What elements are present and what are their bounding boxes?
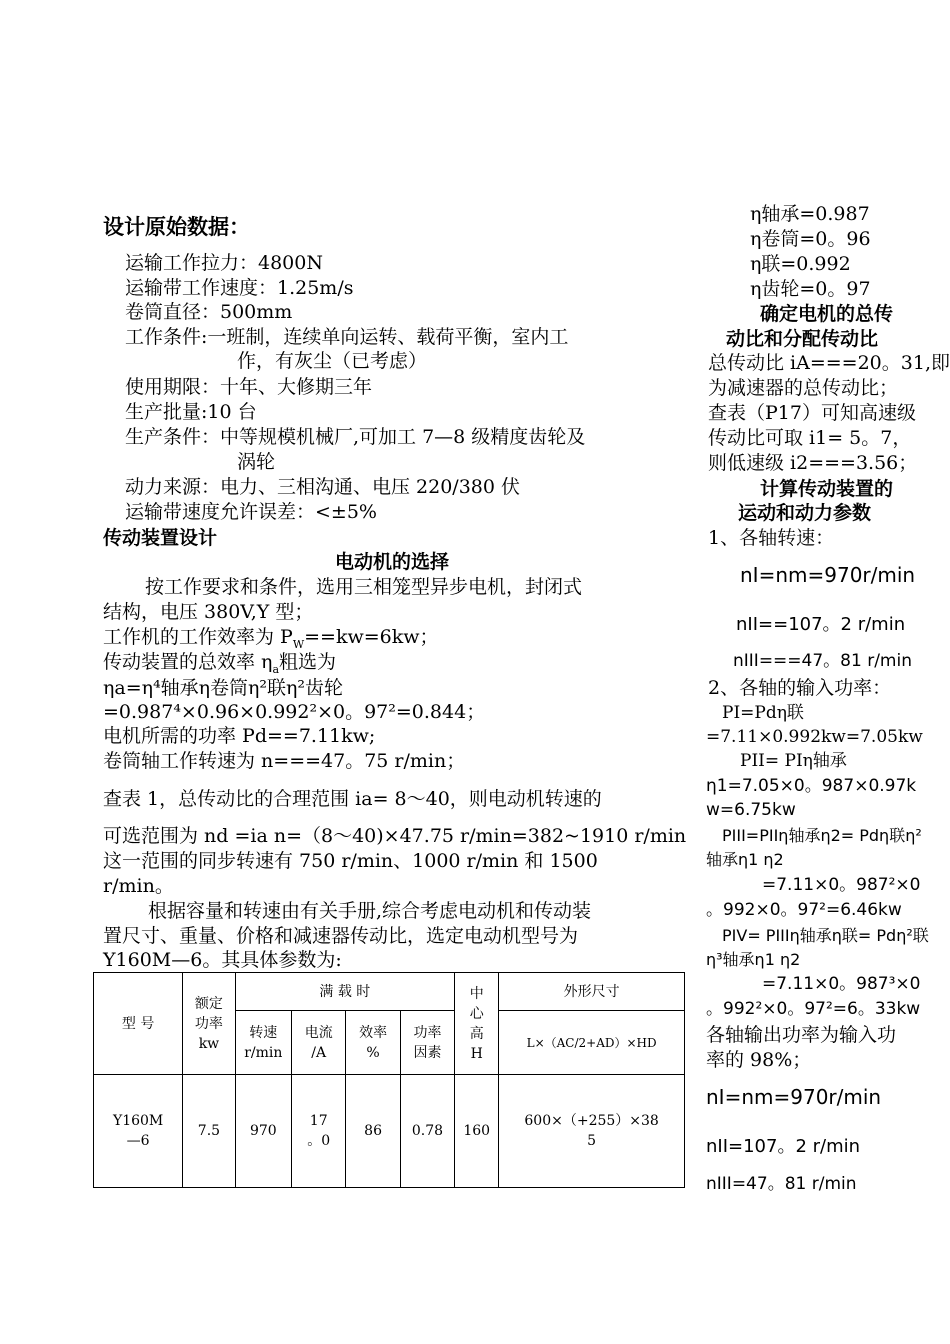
power-line: =7.11×0。987²×0: [762, 875, 921, 895]
speed-range-line: 可选范围为 nd =ia n=（8～40)×47.75 r/min=382~1910 r/min: [103, 825, 687, 847]
power-line: =7.11×0。987³×0: [762, 974, 921, 994]
output-speed-1: nI=nm=970r/min: [706, 1085, 882, 1109]
speeds-title: 1、各轴转速：: [708, 527, 835, 549]
sync-speed-line: r/min。: [103, 875, 174, 897]
data-row: 运输工作拉力：4800N: [125, 252, 323, 274]
cell-current: 17 。0: [292, 1075, 346, 1188]
header-dimensions-formula: L×（AC/2+AD）×HD: [499, 1011, 685, 1075]
cell-efficiency: 86: [346, 1075, 400, 1188]
power-line: PII= PIη轴承: [740, 751, 847, 771]
power-line: =7.11×0.992kw=7.05kw: [706, 727, 923, 747]
work-power-line: 工作机的工作效率为 $P_W==kw=6kw$；: [103, 626, 439, 651]
header-center-height: 中 心 高 H: [455, 973, 499, 1075]
ratio-title: 确定电机的总传: [760, 303, 894, 325]
power-line: PIII=PIIη轴承η2= Pdη联η²: [722, 826, 922, 845]
required-power-line: 电机所需的功率 Pd==7.11kw;: [103, 725, 376, 747]
eta-bearing: η轴承=0.987: [750, 203, 870, 225]
cell-model: Y160M —6: [94, 1075, 183, 1188]
ratio-line: 查表（P17）可知高速级: [708, 402, 916, 424]
selection-line: Y160M—6。其具体参数为:: [103, 949, 342, 971]
motor-selection-title: 电动机的选择: [335, 551, 450, 573]
output-power-line: 率的 98%；: [706, 1049, 812, 1071]
power-line: 轴承η1 η2: [706, 850, 784, 869]
shaft-speed-3: nIII===47。81 r/min: [733, 651, 912, 671]
header-speed: 转速 r/min: [235, 1011, 291, 1075]
efficiency-formula: ηa=η⁴轴承η卷筒η²联η²齿轮: [103, 677, 344, 699]
shaft-speed-1: nI=nm=970r/min: [740, 563, 916, 587]
header-rated-power: 额定 功率 kw: [183, 973, 235, 1075]
data-row: 工作条件:一班制，连续单向运转、载荷平衡，室内工: [125, 326, 569, 348]
data-row: 动力来源：电力、三相沟通、电压 220/380 伏: [125, 476, 521, 498]
ratio-line: 总传动比 iA===20。31,即: [708, 352, 950, 374]
header-power-factor: 功率 因素: [400, 1011, 454, 1075]
data-row: 涡轮: [237, 451, 276, 473]
header-full-load: 满 载 时: [235, 973, 455, 1011]
output-speed-3: nIII=47。81 r/min: [706, 1174, 857, 1194]
power-line: η1=7.05×0。987×0.97k: [706, 776, 917, 796]
output-power-line: 各轴输出功率为输入功: [706, 1024, 897, 1046]
power-title: 2、各轴的输入功率：: [708, 677, 892, 699]
selection-line: 根据容量和转速由有关手册,综合考虑电动机和传动装: [148, 900, 592, 922]
data-row: 运输带工作速度：1.25m/s: [125, 277, 354, 299]
header-current: 电流 /A: [292, 1011, 346, 1075]
data-row: 生产批量:10 台: [125, 401, 257, 423]
selection-line: 置尺寸、重量、价格和减速器传动比，选定电动机型号为: [103, 925, 579, 947]
drum-speed-line: 卷筒轴工作转速为 n===47。75 r/min；: [103, 750, 466, 772]
power-line: w=6.75kw: [706, 800, 796, 820]
data-row: 使用期限：十年、大修期三年: [125, 376, 373, 398]
paragraph-line: 按工作要求和条件，选用三相笼型异步电机，封闭式: [145, 576, 583, 598]
cell-power-factor: 0.78: [400, 1075, 454, 1188]
header-dimensions: 外形尺寸: [499, 973, 685, 1011]
eta-gear: η齿轮=0。97: [750, 278, 871, 300]
ratio-title: 动比和分配传动比: [726, 328, 879, 350]
data-row: 作，有灰尘（已考虑）: [237, 350, 428, 372]
motor-spec-table: [93, 972, 685, 1188]
cell-power: 7.5: [183, 1075, 235, 1188]
data-row: 运输带速度允许误差：<±5%: [125, 501, 377, 523]
section-title: 传动装置设计: [103, 527, 218, 549]
power-line: PI=Pdη联: [722, 703, 804, 723]
header-model: 型 号: [94, 973, 183, 1075]
cell-center-height: 160: [455, 1075, 499, 1188]
shaft-speed-2: nII==107。2 r/min: [736, 614, 906, 635]
sync-speed-line: 这一范围的同步转速有 750 r/min、1000 r/min 和 1500: [103, 850, 598, 872]
output-speed-2: nII=107。2 r/min: [706, 1136, 861, 1157]
ratio-line: 为减速器的总传动比；: [708, 377, 899, 399]
power-line: η³轴承η1 η2: [706, 950, 801, 969]
header-efficiency: 效率 %: [346, 1011, 400, 1075]
heading-design-data: 设计原始数据：: [103, 214, 250, 239]
cell-dimensions: 600×（+255）×38 5: [499, 1075, 685, 1188]
power-line: 。992×0。97²=6.46kw: [706, 900, 902, 920]
calc-title: 运动和动力参数: [738, 502, 872, 524]
power-line: 。992²×0。97²=6。33kw: [706, 999, 921, 1019]
ratio-range-line: 查表 1，总传动比的合理范围 ia= 8～40，则电动机转速的: [103, 788, 602, 810]
calc-title: 计算传动装置的: [760, 478, 894, 500]
eta-drum: η卷筒=0。96: [750, 228, 871, 250]
power-line: PIV= PIIIη轴承η联= Pdη²联: [722, 926, 929, 945]
data-row: 卷筒直径：500mm: [125, 301, 293, 323]
ratio-line: 传动比可取 i1= 5。7，: [708, 427, 912, 449]
ratio-line: 则低速级 i2===3.56；: [708, 452, 918, 474]
eta-coupling: η联=0.992: [750, 253, 851, 275]
efficiency-result: =0.987⁴×0.96×0.992²×0。97²=0.844；: [103, 701, 486, 723]
cell-speed: 970: [235, 1075, 291, 1188]
efficiency-line: 传动装置的总效率 $\eta_a$粗选为: [103, 651, 337, 676]
data-row: 生产条件：中等规模机械厂,可加工 7—8 级精度齿轮及: [125, 426, 586, 448]
paragraph-line: 结构，电压 380V,Y 型；: [103, 601, 314, 623]
